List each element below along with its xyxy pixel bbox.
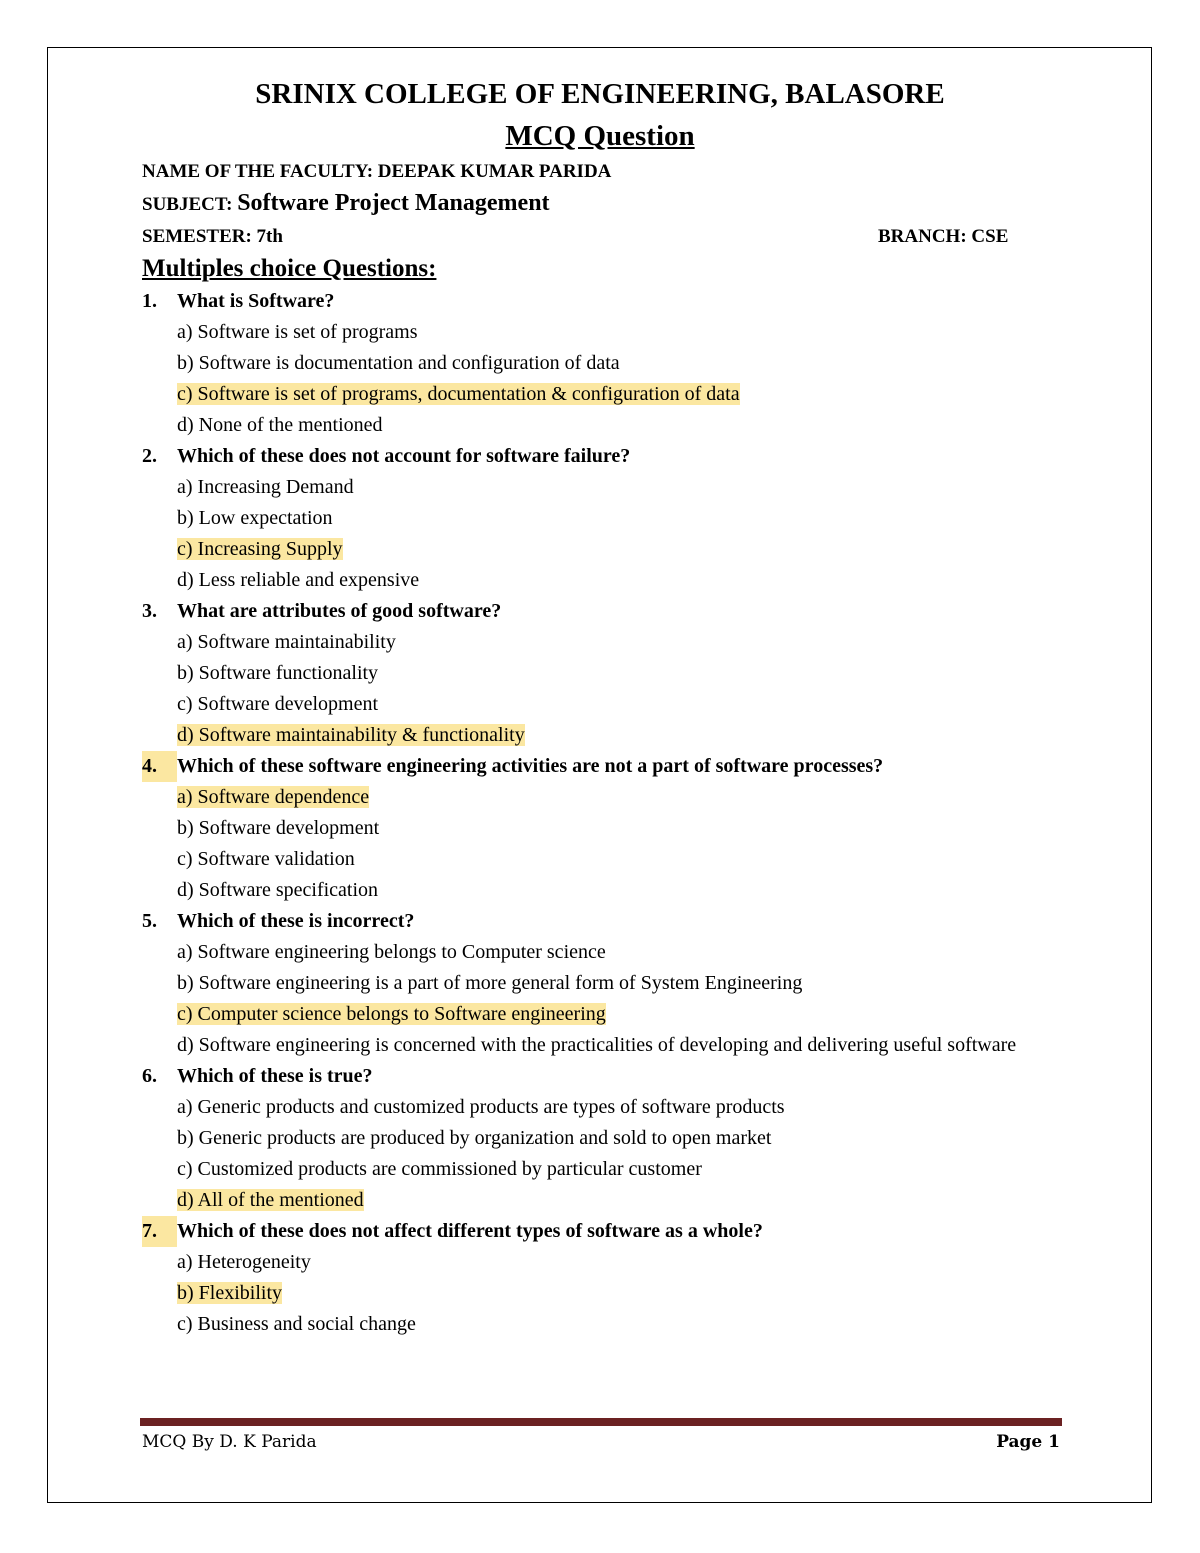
option (142, 410, 1042, 441)
option-text: a) Software maintainability (177, 631, 396, 653)
college-title: SRINIX COLLEGE OF ENGINEERING, BALASORE (255, 78, 945, 110)
option (142, 1154, 1042, 1185)
option-answer (142, 1185, 1042, 1216)
option-answer (142, 1278, 1042, 1309)
option-text: c) Increasing Supply (177, 538, 343, 560)
question (142, 286, 1042, 317)
footer-author: MCQ By D. K Parida (142, 1432, 317, 1452)
option (142, 844, 1042, 875)
section-heading: Multiples choice Questions: (142, 255, 437, 282)
document-subtitle: MCQ Question (505, 120, 695, 152)
question (142, 906, 1042, 937)
option-text: b) Software is documentation and configuration of data (177, 352, 620, 374)
question-number: 1. (142, 290, 157, 312)
option-text: b) Software functionality (177, 662, 379, 684)
question-number: 5. (142, 910, 157, 932)
option-text: b) Generic products are produced by organization and sold to open market (177, 1127, 772, 1149)
option (142, 1030, 1042, 1061)
question-text: Which of these software engineering activities are not a part of software processes? (177, 755, 884, 777)
question-number: 7. (142, 1216, 177, 1247)
semester: SEMESTER: 7th (142, 226, 283, 247)
option (142, 472, 1042, 503)
question-number: 3. (142, 600, 157, 622)
option-text: c) Customized products are commissioned by particular customer (177, 1158, 702, 1180)
option (142, 1123, 1042, 1154)
option-answer (142, 534, 1042, 565)
subject-value: Software Project Management (237, 190, 550, 216)
question (142, 1216, 1042, 1247)
question (142, 1061, 1042, 1092)
option-text: b) Software engineering is a part of more general form of System Engineering (177, 972, 803, 994)
question-text: Which of these is true? (177, 1065, 373, 1087)
option (142, 317, 1042, 348)
subject-label: SUBJECT: (142, 194, 238, 215)
subject-line (142, 190, 550, 217)
option (142, 627, 1042, 658)
page-number: Page 1 (996, 1432, 1060, 1452)
option-answer (142, 999, 1042, 1030)
option-text: c) Software is set of programs, documentation & configuration of data (177, 383, 740, 405)
option-text: c) Software development (177, 693, 379, 715)
option-answer (142, 720, 1042, 751)
option (142, 1309, 1042, 1340)
question-text: Which of these does not affect different types of software as a whole? (177, 1220, 763, 1242)
option-text: a) Increasing Demand (177, 476, 354, 498)
option (142, 1092, 1042, 1123)
option-text: b) Low expectation (177, 507, 333, 529)
option-text: d) All of the mentioned (177, 1189, 364, 1211)
option-text: b) Software development (177, 817, 380, 839)
option-text: d) Software engineering is concerned with the practicalities of developing and delivering useful software (177, 1034, 1017, 1056)
option-text: a) Generic products and customized products are types of software products (177, 1096, 785, 1118)
option-text: b) Flexibility (177, 1282, 282, 1304)
option (142, 348, 1042, 379)
question-list (142, 286, 1042, 1340)
option-text: c) Software validation (177, 848, 355, 870)
question-text: What are attributes of good software? (177, 600, 502, 622)
option-text: d) Less reliable and expensive (177, 569, 420, 591)
option-text: c) Computer science belongs to Software engineering (177, 1003, 606, 1025)
option-text: d) Software specification (177, 879, 379, 901)
question-text: Which of these is incorrect? (177, 910, 415, 932)
option-answer (142, 379, 1042, 410)
question (142, 596, 1042, 627)
question (142, 441, 1042, 472)
option-answer (142, 782, 1042, 813)
option (142, 875, 1042, 906)
footer-rule (140, 1418, 1062, 1426)
branch: BRANCH: CSE (878, 226, 1009, 247)
question-number: 2. (142, 445, 157, 467)
option (142, 689, 1042, 720)
option-text: a) Heterogeneity (177, 1251, 311, 1273)
option-text: d) None of the mentioned (177, 414, 383, 436)
question-number: 4. (142, 751, 177, 782)
option (142, 503, 1042, 534)
option (142, 1247, 1042, 1278)
option (142, 658, 1042, 689)
option-text: c) Business and social change (177, 1313, 416, 1335)
option (142, 937, 1042, 968)
question-text: Which of these does not account for software failure? (177, 445, 631, 467)
option-text: a) Software dependence (177, 786, 370, 808)
option (142, 565, 1042, 596)
option-text: a) Software is set of programs (177, 321, 418, 343)
question (142, 751, 1042, 782)
faculty-name: NAME OF THE FACULTY: DEEPAK KUMAR PARIDA (142, 161, 612, 182)
question-number: 6. (142, 1065, 157, 1087)
option-text: a) Software engineering belongs to Computer science (177, 941, 606, 963)
option (142, 968, 1042, 999)
option-text: d) Software maintainability & functionality (177, 724, 525, 746)
option (142, 813, 1042, 844)
question-text: What is Software? (177, 290, 335, 312)
